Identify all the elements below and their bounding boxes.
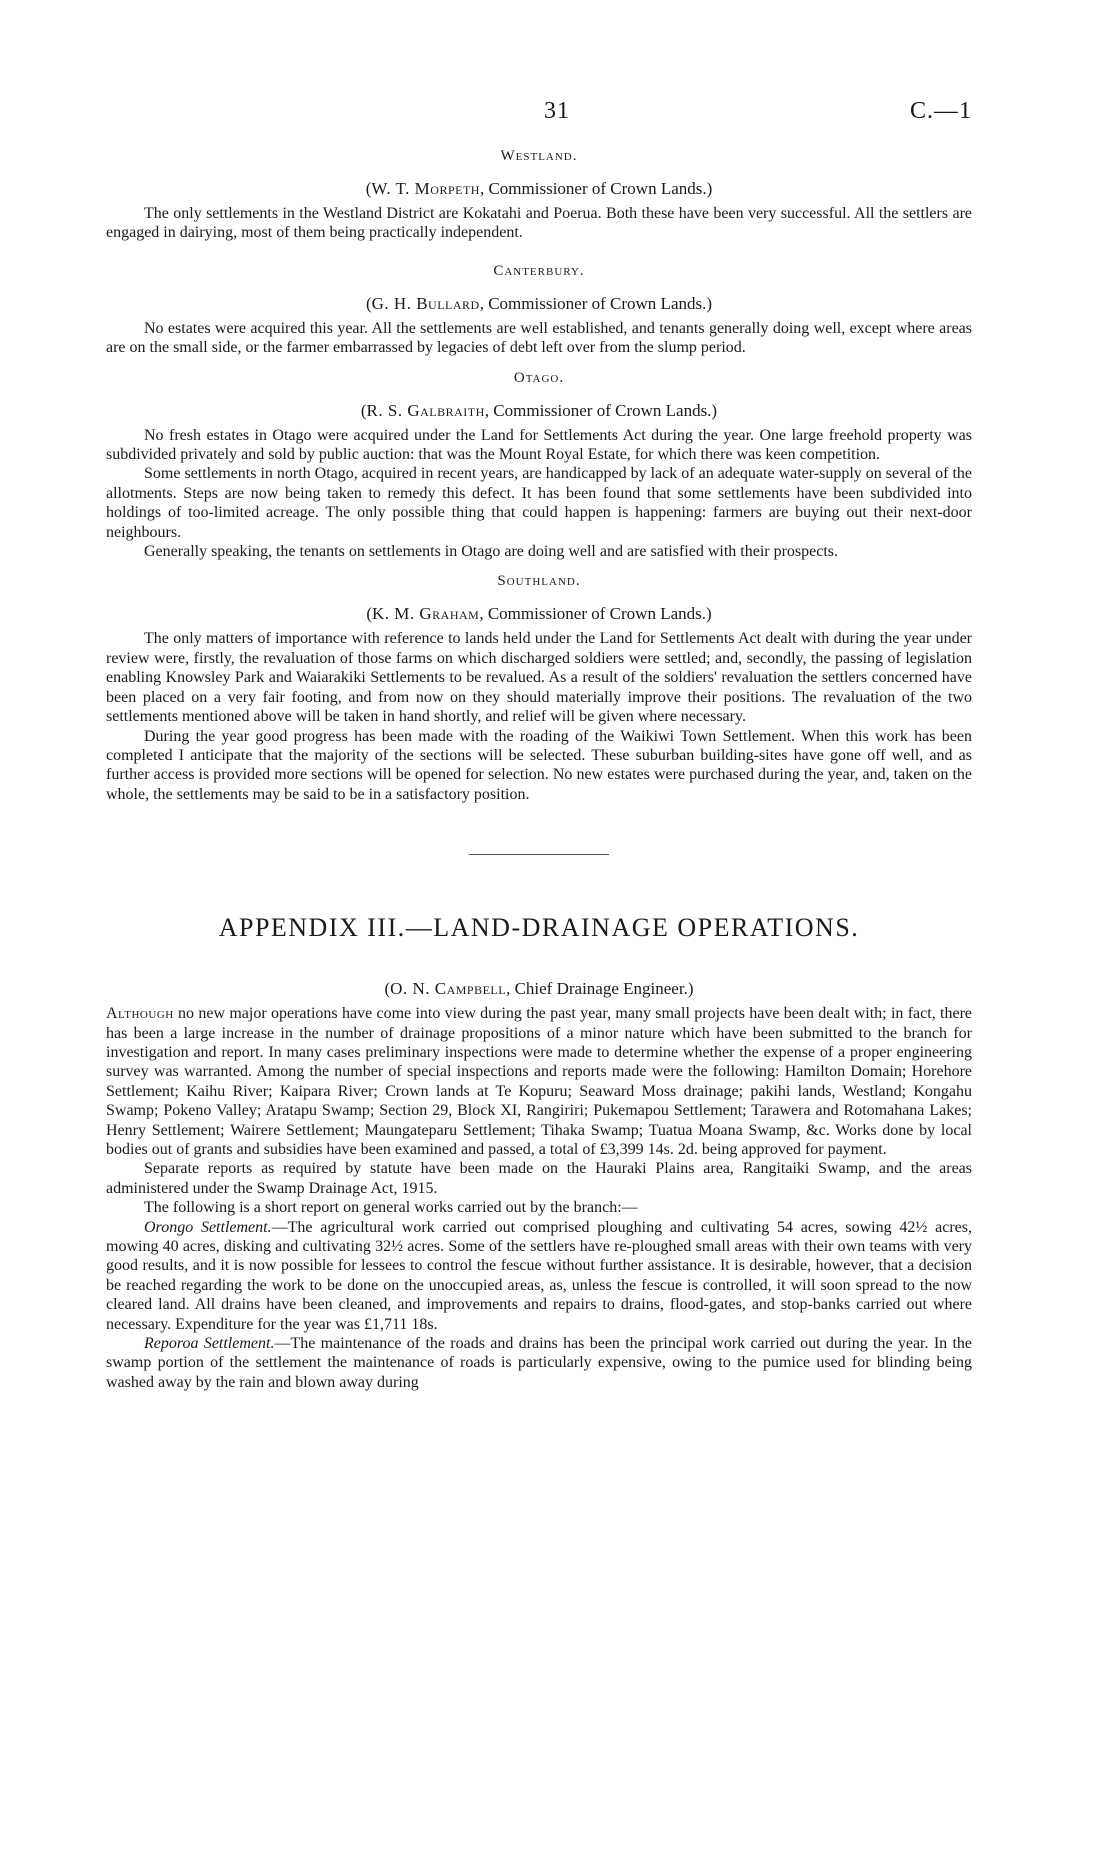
westland-section <box>106 148 972 243</box>
southland-commissioner: (K. M. Graham, Commissioner of Crown Lands.) <box>366 604 712 624</box>
orongo-heading: Orongo Settlement. <box>144 1218 272 1236</box>
canterbury-heading: Canterbury. <box>493 262 585 279</box>
otago-commissioner-name: R. S. Galbraith <box>366 400 485 420</box>
otago-paragraph: No fresh estates in Otago were acquired under the Land for Settlements Act during the year. One large freehold property was subdivided privately and sold by public auction: that was the Mount Royal Estate, for which there was keen competition. <box>106 426 972 464</box>
orongo-paragraph <box>106 1218 972 1334</box>
appendix-paragraph-body: no new major operations have come into view during the past year, many small projects have been dealt with; in fact, there has been a large increase in the number of drainage propositions of a minor nature which have been submitted to the branch for investigation and report. In many cases preliminary inspections were made to determine whether the expense of a proper engineering survey was warranted. Among the number of special inspections and reports made were the following: Hamilton Domain; Horehore Settlement; Kaihu River; Kaipara River; Crown lands at Te Kopuru; Seaward Moss drainage; pakihi lands, Westland; Kongahu Swamp; Pokeno Valley; Aratapu Swamp; Section 29, Block XI, Rangiriri; Pukemapou Settlement; Tarawera and Rotomahana Lakes; Henry Settlement; Wairere Settlement; Maungateparu Settlement; Tihaka Swamp; Tuatua Moana Swamp, &c. Works done by local bodies out of grants and subsidies have been examined and passed, a total of £3,399 14s. 2d. being approved for payment. <box>106 1005 972 1158</box>
orongo-body: —The agricultural work carried out comprised ploughing and cultivating 54 acres, sowing 42½ acres, mowing 40 acres, disking and cultivating 32½ acres. Some of the settlers have re-ploughed small areas with their own teams with very good results, and it is now possible for lessees to control the fescue without further assistance. It is desirable, however, that a decision be reached regarding the work to be done on the unoccupied areas, as, unless the fescue is controlled, it will soon spread to the now cleared land. All drains have been cleaned, and improvements and repairs to drains, flood-gates, and stop-banks carried out where necessary. Expenditure for the year was £1,711 18s. <box>106 1218 973 1333</box>
southland-paragraph: During the year good progress has been made with the roading of the Waikiwi Town Settlement. When this work has been completed I anticipate that the majority of the sections will be selected. These suburban building-sites have gone off well, and as further access is provided more sections will be opened for selection. No new estates were purchased during the year, and, taken on the whole, the settlements may be said to be in a satisfactory position. <box>106 727 972 803</box>
westland-heading: Westland. <box>500 148 578 164</box>
section-divider <box>469 854 609 855</box>
reporoa-paragraph <box>106 1334 972 1392</box>
appendix-engineer-name: O. N. Campbell <box>390 979 507 999</box>
appendix-paragraph <box>106 1004 972 1159</box>
appendix-paragraph-lead: Although <box>106 1005 174 1023</box>
canterbury-section <box>106 263 972 358</box>
canterbury-commissioner-title: , Commissioner of Crown Lands.) <box>479 293 713 313</box>
appendix-title: APPENDIX III.—LAND-DRAINAGE OPERATIONS. <box>218 913 860 943</box>
otago-paragraph: Generally speaking, the tenants on settlements in Otago are doing well and are satisfied with their prospects. <box>144 543 839 561</box>
otago-commissioner-title: , Commissioner of Crown Lands.) <box>484 400 718 420</box>
southland-section <box>106 573 972 804</box>
appendix-paragraph: Separate reports as required by statute have been made on the Hauraki Plains area, Rangitaiki Swamp, and the areas administered under the Swamp Drainage Act, 1915. <box>106 1160 972 1197</box>
westland-commissioner-name: W. T. Morpeth <box>371 179 480 198</box>
page-number: 31 <box>544 98 570 124</box>
otago-paragraph: Some settlements in north Otago, acquired in recent years, are handicapped by lack of an adequate water-supply on several of the allotments. Steps are now being taken to remedy this defect. It has been found that some settlements have been subdivided into holdings of too-limited acreage. The only possible thing that could happen is happening: farmers are buying out their next-door neighbours. <box>106 465 972 541</box>
southland-commissioner-title: , Commissioner of Crown Lands.) <box>479 604 712 624</box>
otago-commissioner: (R. S. Galbraith, Commissioner of Crown Lands.) <box>360 400 718 420</box>
canterbury-commissioner-name: G. H. Bullard <box>371 293 480 313</box>
westland-commissioner-title: , Commissioner of Crown Lands.) <box>479 179 713 198</box>
otago-section <box>106 370 972 562</box>
westland-paragraph: The only settlements in the Westland District are Kokatahi and Poerua. Both these have been very successful. All the settlers are engaged in dairying, most of them being practically independent. <box>106 205 972 242</box>
appendix-section <box>106 913 972 1392</box>
appendix-engineer-title: , Chief Drainage Engineer.) <box>506 979 694 999</box>
southland-heading: Southland. <box>497 573 581 590</box>
page-content <box>106 148 972 1392</box>
otago-heading: Otago. <box>513 369 565 386</box>
canterbury-commissioner: (G. H. Bullard, Commissioner of Crown Lands.) <box>365 293 713 313</box>
appendix-engineer: (O. N. Campbell, Chief Drainage Engineer.) <box>384 979 694 999</box>
appendix-paragraph: The following is a short report on general works carried out by the branch:— <box>144 1199 638 1217</box>
reporoa-heading: Reporoa Settlement. <box>144 1335 275 1353</box>
reporoa-body: —The maintenance of the roads and drains has been the principal work carried out during the year. In the swamp portion of the settlement the maintenance of roads is particularly expensive, owing to the pumice used for blinding being washed away by the rain and blown away during <box>106 1335 972 1391</box>
southland-paragraph: The only matters of importance with reference to lands held under the Land for Settlements Act dealt with during the year under review were, firstly, the revaluation of those farms on which discharged soldiers were settled; and, secondly, the passing of legislation enabling Knowsley Park and Waiarakiki Settlements to be revalued. As a result of the soldiers' revaluation the settlers concerned have been placed on a very fair footing, and from now on they should materially improve their positions. The revaluation of the two settlements mentioned above will be taken in hand shortly, and relief will be given where necessary. <box>106 630 972 726</box>
southland-commissioner-name: K. M. Graham <box>372 604 480 624</box>
canterbury-paragraph: No estates were acquired this year. All the settlements are well established, and tenants generally doing well, except where areas are on the small side, or the farmer embarrassed by legacies of debt left over from the slump period. <box>106 319 972 357</box>
document-code: C.—1 <box>909 98 972 124</box>
westland-commissioner: (W. T. Morpeth, Commissioner of Crown Lands.) <box>365 179 713 198</box>
